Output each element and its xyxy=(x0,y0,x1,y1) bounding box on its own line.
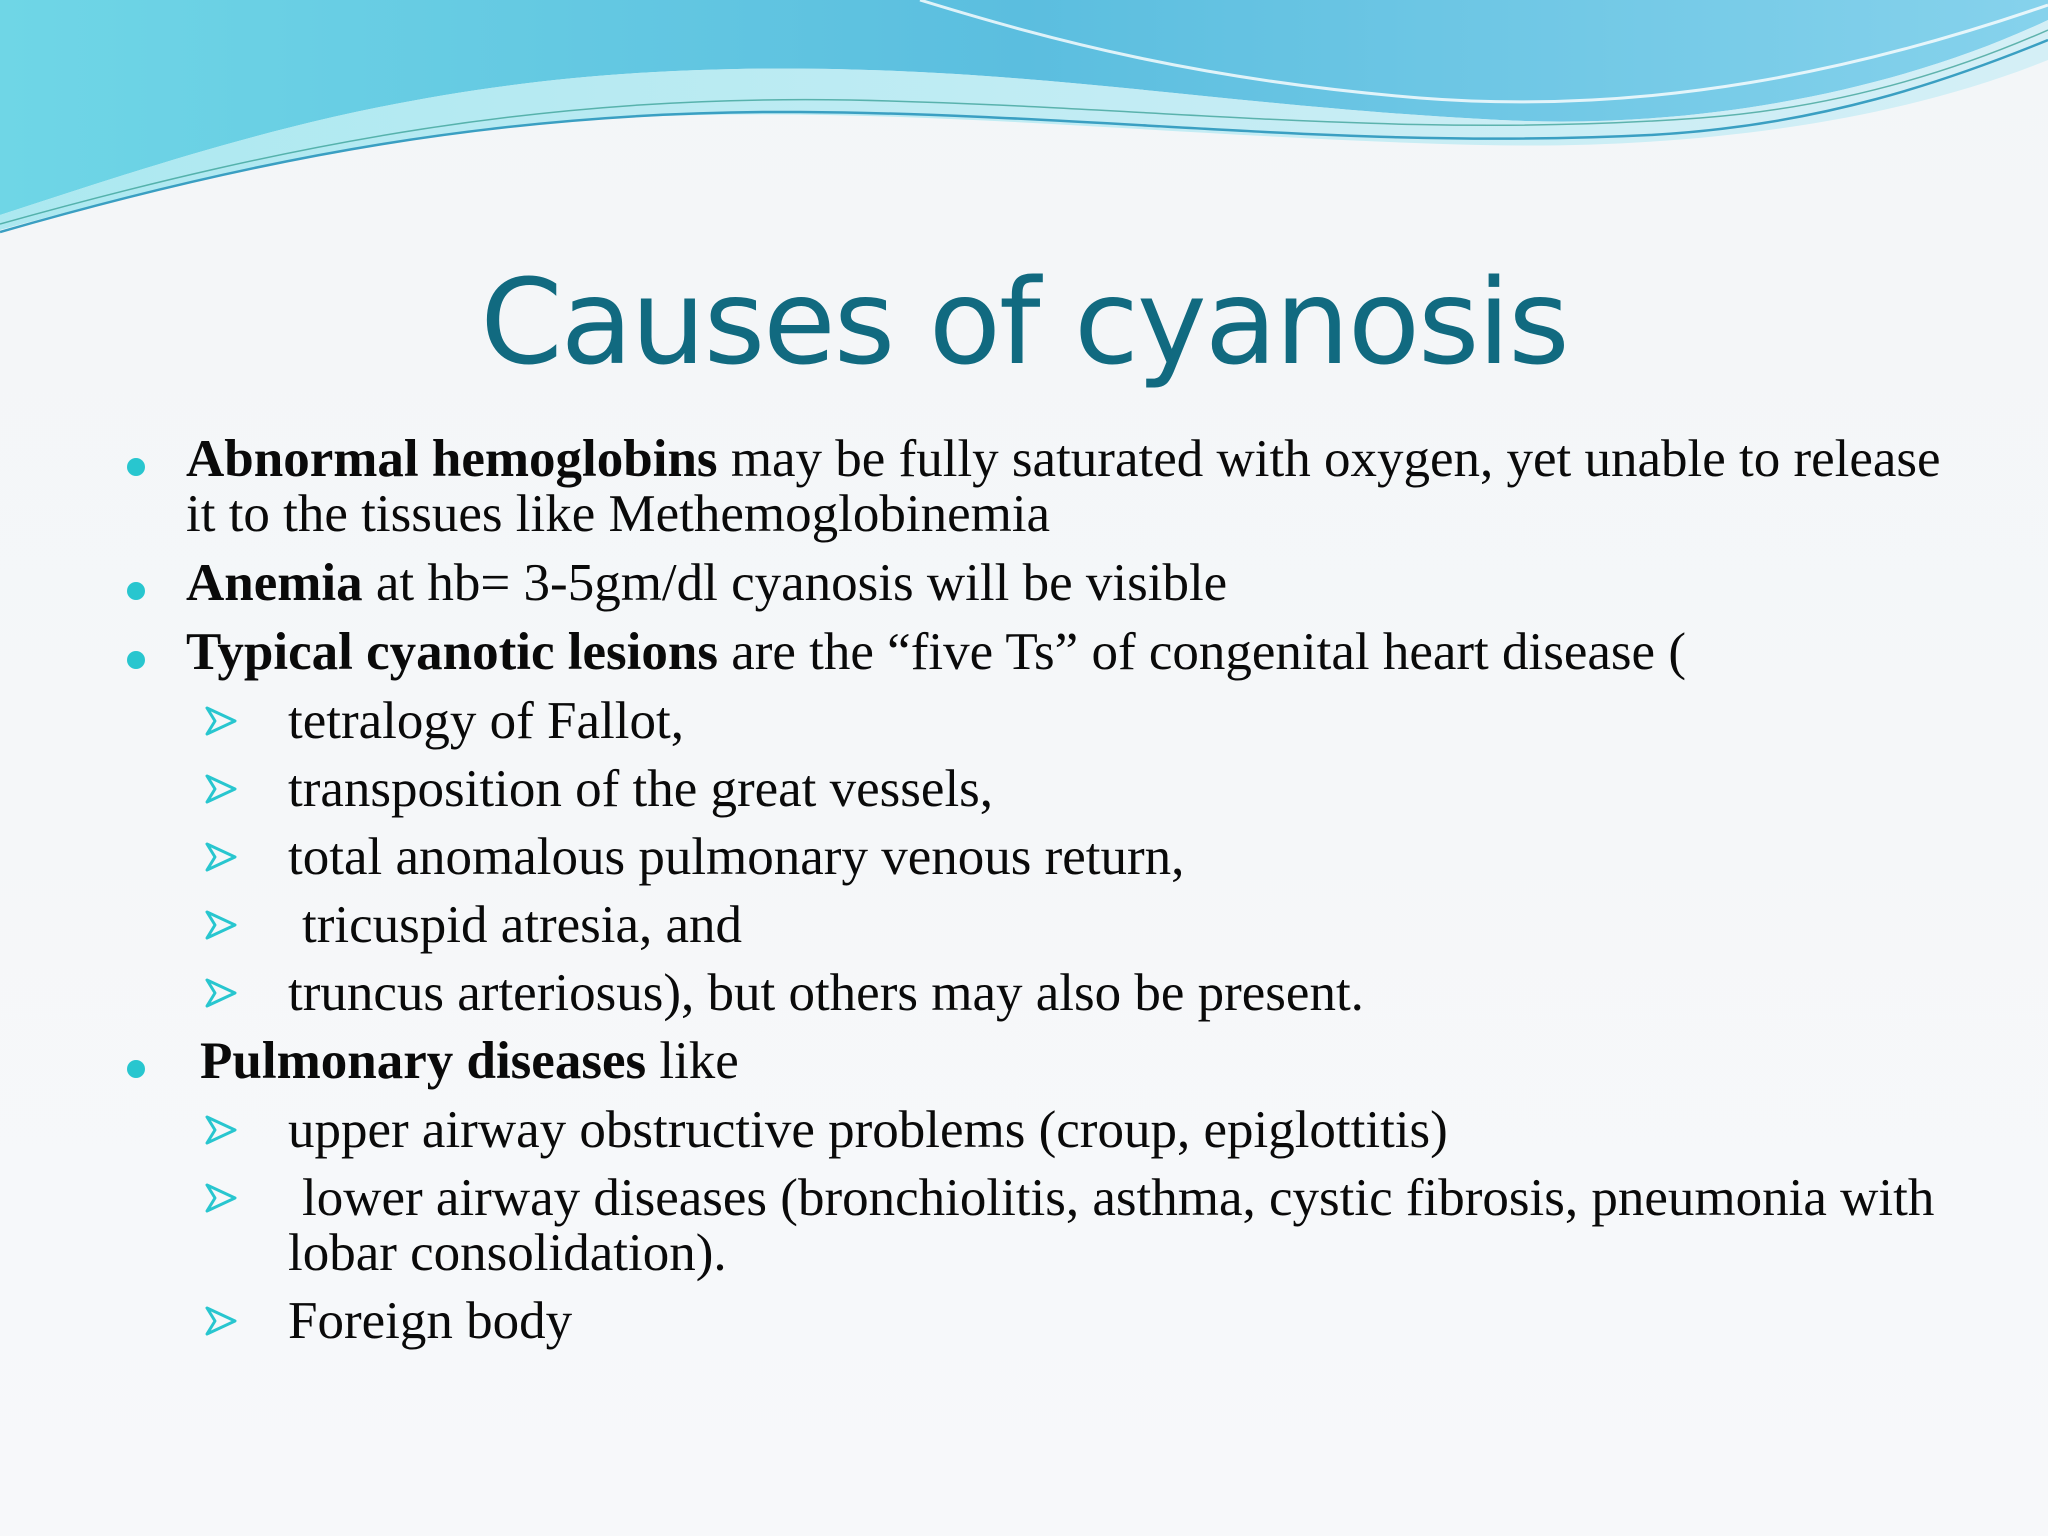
bullet-item xyxy=(120,1034,1980,1089)
round-bullet-icon xyxy=(127,1060,145,1078)
bullet-keyword: Typical cyanotic lesions xyxy=(186,623,718,681)
sub-bullet-text: Foreign body xyxy=(288,1292,573,1350)
sub-bullet-text: tetralogy of Fallot, xyxy=(288,692,684,750)
arrowhead-bullet-icon xyxy=(204,704,238,738)
bullet-item xyxy=(120,556,1980,611)
round-bullet-icon xyxy=(127,651,145,669)
bullet-keyword: Anemia xyxy=(186,554,363,612)
slide-title: Causes of cyanosis xyxy=(480,253,1568,391)
sub-bullet-item xyxy=(120,694,1980,749)
round-bullet-icon xyxy=(127,582,145,600)
arrowhead-bullet-icon xyxy=(204,840,238,874)
sub-bullet-item xyxy=(120,1294,1980,1349)
sub-bullet-text: total anomalous pulmonary venous return, xyxy=(288,828,1185,886)
bullet-text: like xyxy=(646,1032,739,1090)
sub-bullet-item xyxy=(120,1171,1980,1281)
arrowhead-bullet-icon xyxy=(204,1113,238,1147)
sub-bullet-item xyxy=(120,1103,1980,1158)
bullet-text: at hb= 3-5gm/dl cyanosis will be visible xyxy=(362,554,1228,612)
arrowhead-bullet-icon xyxy=(204,772,238,806)
round-bullet-icon xyxy=(127,458,145,476)
arrowhead-bullet-icon xyxy=(204,1304,238,1338)
bullet-item xyxy=(120,625,1980,680)
bullet-list xyxy=(120,432,1980,1362)
arrowhead-bullet-icon xyxy=(204,976,238,1010)
arrowhead-bullet-icon xyxy=(204,908,238,942)
bullet-text: are the “five Ts” of congenital heart disease ( xyxy=(717,623,1686,681)
sub-bullet-item xyxy=(120,966,1980,1021)
sub-bullet-item xyxy=(120,830,1980,885)
bullet-keyword: Pulmonary diseases xyxy=(200,1032,647,1090)
sub-bullet-item xyxy=(120,898,1980,953)
sub-bullet-text: upper airway obstructive problems (croup, epiglottitis) xyxy=(288,1101,1448,1159)
sub-bullet-text: lower airway diseases (bronchiolitis, asthma, cystic fibrosis, pneumonia with lobar consolidation). xyxy=(288,1169,1935,1282)
arrowhead-bullet-icon xyxy=(204,1181,238,1215)
sub-bullet-item xyxy=(120,762,1980,817)
sub-bullet-text: transposition of the great vessels, xyxy=(288,760,994,818)
sub-bullet-text: tricuspid atresia, and xyxy=(302,896,743,954)
bullet-text: may be fully saturated with oxygen, yet unable to release it to the tissues like Methemoglobinemia xyxy=(186,430,1941,543)
sub-bullet-text: truncus arteriosus), but others may also be present. xyxy=(288,964,1364,1022)
bullet-keyword: Abnormal hemoglobins xyxy=(186,430,718,488)
header-wave-decoration xyxy=(0,0,2048,240)
bullet-item xyxy=(120,432,1980,542)
